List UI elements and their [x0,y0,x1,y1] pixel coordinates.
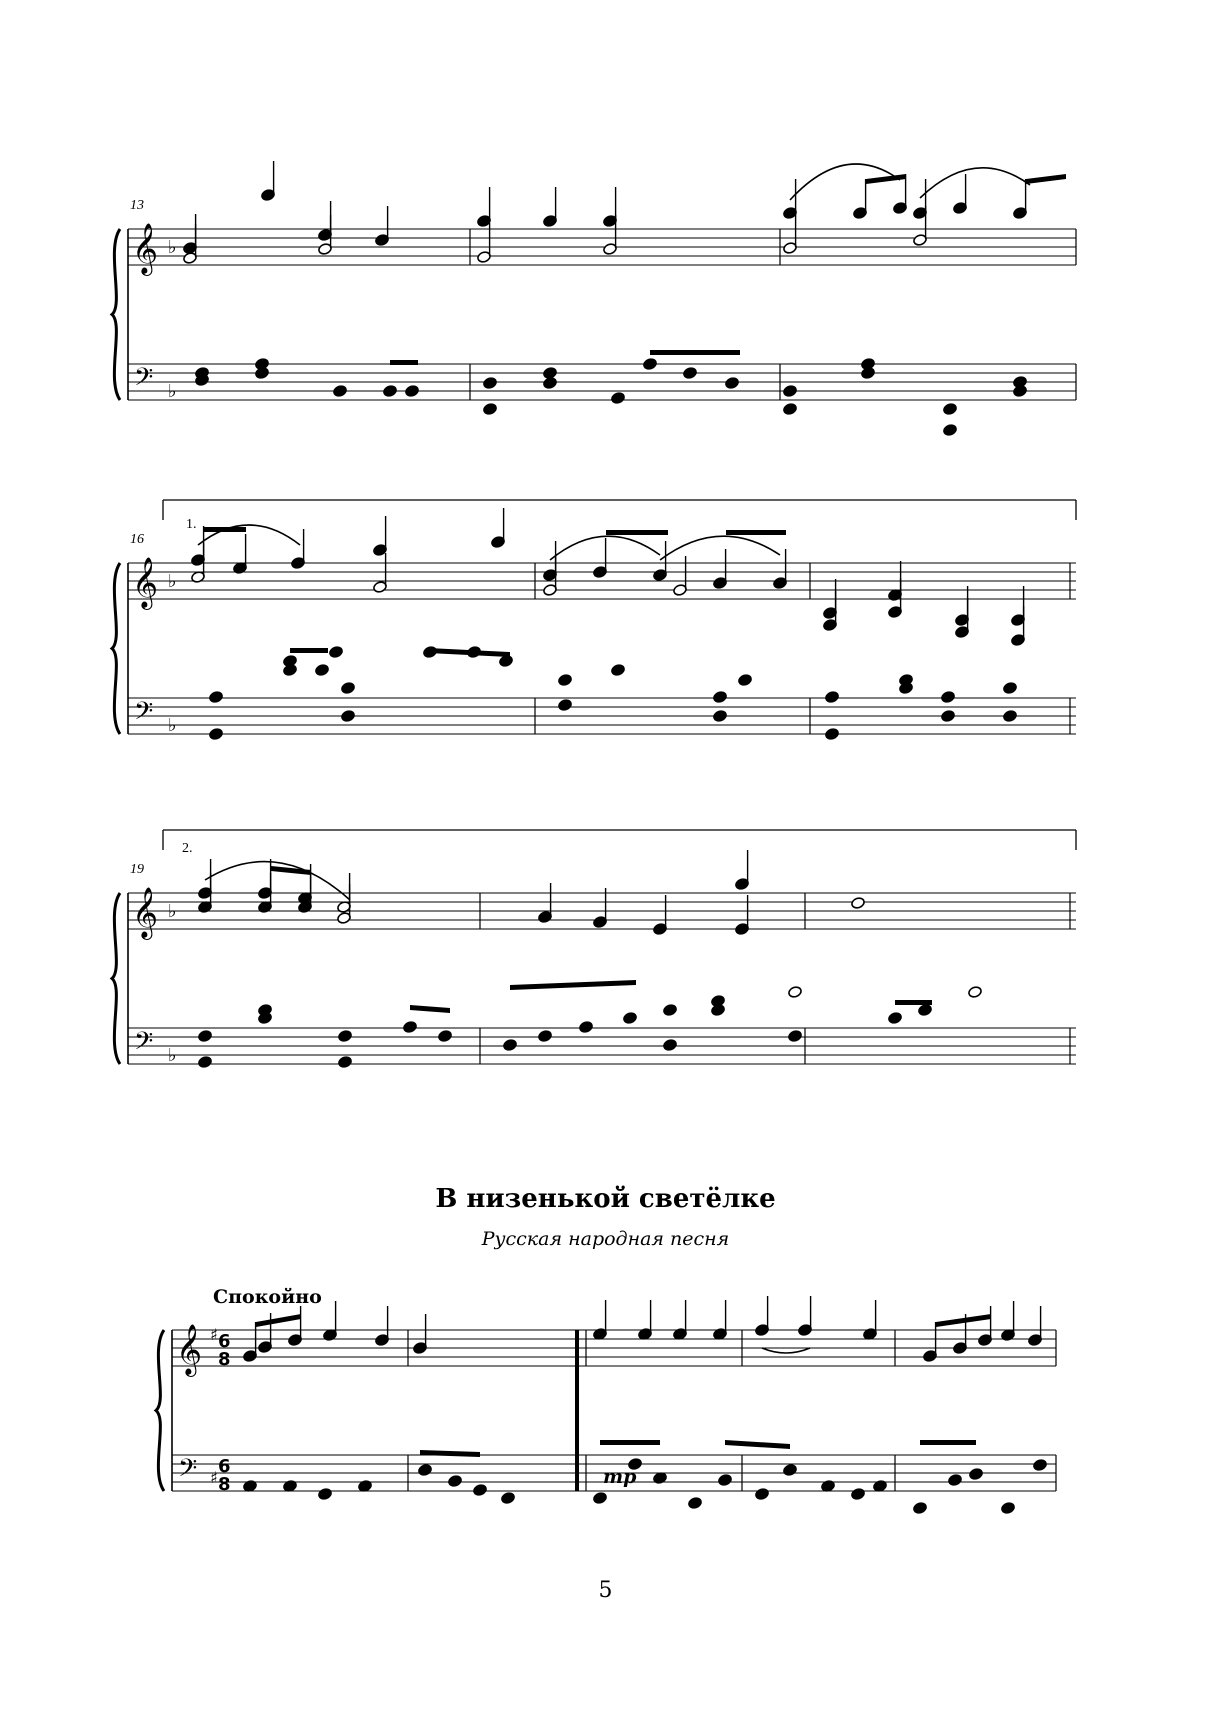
bass-note [338,1030,353,1043]
beam [410,1005,450,1013]
bass-note [663,1039,678,1052]
brace [156,1330,164,1491]
bass-note [663,1004,678,1017]
bass-note [943,424,958,437]
beam [510,980,636,990]
flat-key-signature: ♭ [168,571,177,592]
beam [866,174,906,184]
bass-note [448,1475,463,1488]
bass-note [423,646,438,659]
treble-clef: 𝄞 [132,223,159,274]
beam [600,1440,660,1445]
brace [112,229,120,400]
slur [660,536,780,560]
brace [112,563,120,734]
bass-note [713,710,728,723]
bass-note [255,367,270,380]
beam [895,1000,932,1005]
bass-note [383,385,398,398]
beam [290,648,328,653]
bass-note [473,1484,488,1497]
bass-note [941,691,956,704]
volta-1-label: 1. [186,517,197,532]
bass-note [538,1030,553,1043]
bass-note [341,682,356,695]
flat-key-signature: ♭ [168,715,177,736]
bass-note [783,403,798,416]
measure-number-13: 13 [130,198,144,213]
tie [762,1348,810,1353]
bass-note [283,664,298,677]
bass-note [725,377,740,390]
beam [390,360,418,365]
song-title: В низенькой светёлке [435,1184,776,1214]
dynamic-marking: mp [603,1466,637,1488]
time-signature-bottom: 8 [218,1474,231,1495]
beam [204,527,246,532]
song-subtitle: Русская народная песня [481,1228,730,1250]
bass-note [711,1004,726,1017]
bass-note [755,1488,770,1501]
bass-note [918,1004,933,1017]
beam [920,1440,976,1445]
bass-note [611,664,626,677]
bass-note [558,699,573,712]
bass-note [483,377,498,390]
bass-note [503,1039,518,1052]
bass-note [329,646,344,659]
bass-note [688,1497,703,1510]
sharp-key-signature: ♯ [210,1468,218,1487]
bass-note [438,1030,453,1043]
bass-note [1013,385,1028,398]
slur [790,164,900,200]
bass-note [788,986,803,999]
slur [920,168,1030,198]
tempo-marking: Спокойно [213,1286,322,1308]
time-signature-bottom: 8 [218,1349,231,1370]
bass-note [943,403,958,416]
flat-key-signature: ♭ [168,1045,177,1066]
bass-clef: 𝄢 [134,697,154,732]
beam [606,530,668,535]
bass-note [209,691,224,704]
bass-note [543,377,558,390]
brace [112,893,120,1064]
bass-note [611,392,626,405]
bass-note [483,403,498,416]
flat-key-signature: ♭ [168,237,177,258]
bass-note [501,1492,516,1505]
beam [650,350,740,355]
flat-key-signature: ♭ [168,381,177,402]
bass-note [198,1056,213,1069]
bass-note [1003,710,1018,723]
bass-note [713,691,728,704]
bass-note [315,664,330,677]
treble-clef: 𝄞 [132,557,159,608]
measure-number-19: 19 [130,862,144,877]
bass-clef: 𝄢 [134,363,154,398]
bass-note [418,1464,433,1477]
bass-note [1033,1459,1048,1472]
bass-note [593,1492,608,1505]
bass-note [783,1464,798,1477]
time-signature-top: 6 [218,1456,231,1477]
beam [1026,174,1066,184]
bass-note [941,710,956,723]
bass-clef: 𝄢 [178,1454,198,1489]
bass-note [683,367,698,380]
beam [936,1314,991,1327]
beam [726,530,786,535]
bass-note [948,1474,963,1487]
beam [256,1314,301,1327]
bass-note [1003,682,1018,695]
bass-note [851,1488,866,1501]
page-number: 5 [598,1578,613,1603]
bass-note [969,1468,984,1481]
beam [271,866,311,875]
beam [725,1440,790,1449]
bass-note [318,1488,333,1501]
bass-note [209,728,224,741]
bass-note [338,1056,353,1069]
bass-note [558,674,573,687]
bass-note [403,1021,418,1034]
bass-note [783,385,798,398]
bass-note [643,358,658,371]
bass-note [913,1502,928,1515]
bass-note [825,691,840,704]
bass-note [788,1030,803,1043]
bass-note [968,986,983,999]
measure-number-16: 16 [130,532,144,547]
bass-note [341,710,356,723]
bass-note [738,674,753,687]
sharp-key-signature: ♯ [210,1325,218,1344]
time-signature-top: 6 [218,1331,231,1352]
bass-note [405,385,420,398]
beam [420,1450,480,1457]
treble-note [851,897,866,910]
bass-note [198,1030,213,1043]
bass-note [861,367,876,380]
bass-note [825,728,840,741]
treble-clef: 𝄞 [176,1324,203,1375]
bass-note [623,1012,638,1025]
bass-note [718,1474,733,1487]
volta-2-label: 2. [182,841,193,856]
bass-note [1001,1502,1016,1515]
bass-note [579,1021,594,1034]
bass-note [888,1012,903,1025]
bass-note [467,646,482,659]
flat-key-signature: ♭ [168,901,177,922]
bass-note [333,385,348,398]
treble-clef: 𝄞 [132,887,159,938]
bass-clef: 𝄢 [134,1027,154,1062]
